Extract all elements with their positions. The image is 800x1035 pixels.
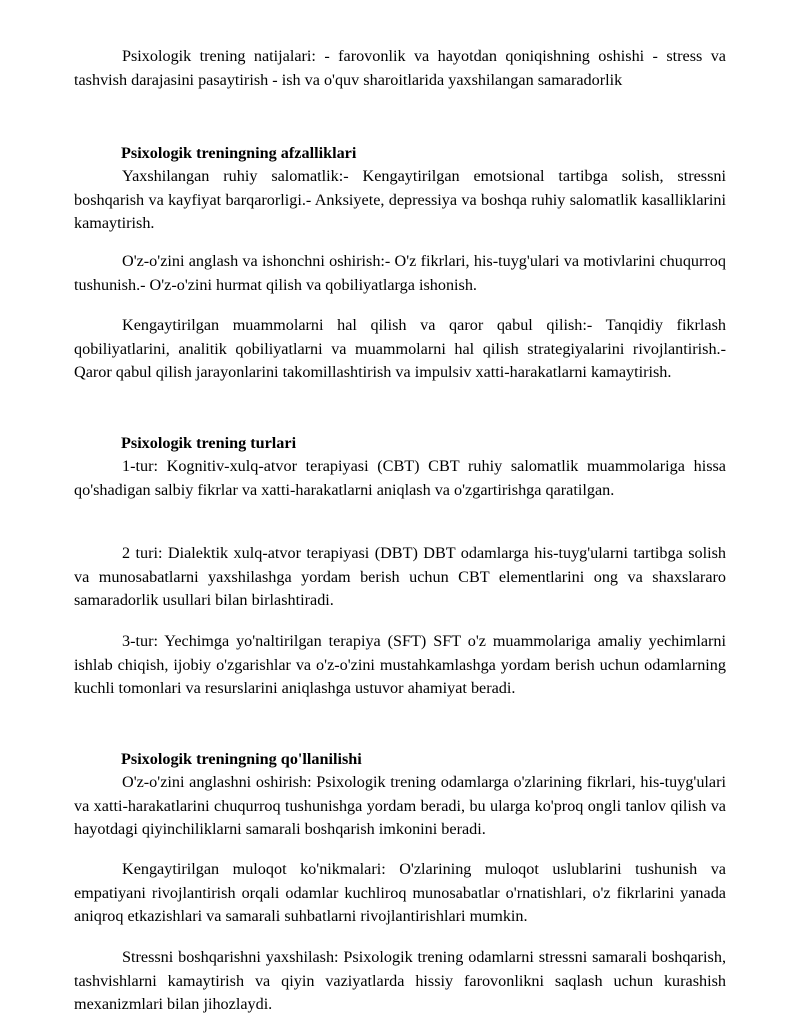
paragraph-type-sft: 3-tur: Yechimga yo'naltirilgan terapiya (SFT) SFT o'z muammolariga amaliy yechimlarni ishlab chiqish, ijobiy o'zgarishlar va o'z-o'zini mustahkamlashga yordam berish uchun odamlarning kuchli tomonlari va resurslarini aniqlashga ustuvor ahamiyat beradi. [74,632,726,698]
paragraph-self-awareness: O'z-o'zini anglash va ishonchni oshirish:- O'z fikrlari, his-tuyg'ulari va motivlarini chuqurroq tushunish.- O'z-o'zini hurmat qilish va qobiliyatlarga ishonish. [74,252,726,294]
paragraph-type-cbt: 1-tur: Kognitiv-xulq-atvor terapiyasi (CBT) CBT ruhiy salomatlik muammolariga hissa qo'shadigan salbiy fikrlar va xatti-harakatlarni aniqlash va o'zgartirishga qaratilgan. [74,457,726,499]
paragraph-mental-health: Yaxshilangan ruhiy salomatlik:- Kengaytirilgan emotsional tartibga solish, stressni boshqarish va kayfiyat barqarorligi.- Anksiyete, depressiya va boshqa ruhiy salomatlik kasalliklarini kamaytirish. [74,167,726,233]
paragraph-stress-management: Stressni boshqarishni yaxshilash: Psixologik trening odamlarni stressni samarali boshqarish, tashvishlarni kamaytirish va qiyin vaziyatlarda hissiy farovonlikni saqlash uchun kurashish mexanizmlari bilan jihozlaydi. [74,948,726,1014]
intro-paragraph: Psixologik trening natijalari: - farovonlik va hayotdan qoniqishning oshishi - stress va tashvish darajasini pasaytirish - ish va o'quv sharoitlarida yaxshilangan samaradorlik [74,47,726,89]
paragraph-self-awareness-application: O'z-o'zini anglashni oshirish: Psixologik trening odamlarga o'zlarining fikrlari, his-tuyg'ulari va xatti-harakatlarini chuqurroq tushunishga yordam beradi, bu ularga ko'proq ongli tanlov qilish va hayotdagi qiyinchiliklarni samarali boshqarish imkonini beradi. [74,773,726,839]
section-heading-turlari: Psixologik trening turlari [121,434,297,452]
paragraph-type-dbt: 2 turi: Dialektik xulq-atvor terapiyasi (DBT) DBT odamlarga his-tuyg'ularni tartibga solish va munosabatlarni yaxshilashga yordam berish uchun CBT elementlarini ong va shaxslararo samaradorlik usullari bilan birlashtiradi. [74,544,726,610]
section-heading-qollanilishi: Psixologik treningning qo'llanilishi [121,750,362,768]
paragraph-communication-skills: Kengaytirilgan muloqot ko'nikmalari: O'zlarining muloqot uslublarini tushunish va empatiyani rivojlantirish orqali odamlar kuchliroq munosabatlar o'rnatishlari, o'z fikrlarini yanada aniqroq etkazishlari va samarali suhbatlarni rivojlantirishlari mumkin. [74,860,726,926]
paragraph-problem-solving: Kengaytirilgan muammolarni hal qilish va qaror qabul qilish:- Tanqidiy fikrlash qobiliyatlarini, analitik qobiliyatlarni va muammolarni hal qilish strategiyalarini rivojlantirish.- Qaror qabul qilish jarayonlarini takomillashtirish va impulsiv xatti-harakatlarni kamaytirish. [74,316,726,382]
section-heading-afzalliklari: Psixologik treningning afzalliklari [121,144,357,162]
